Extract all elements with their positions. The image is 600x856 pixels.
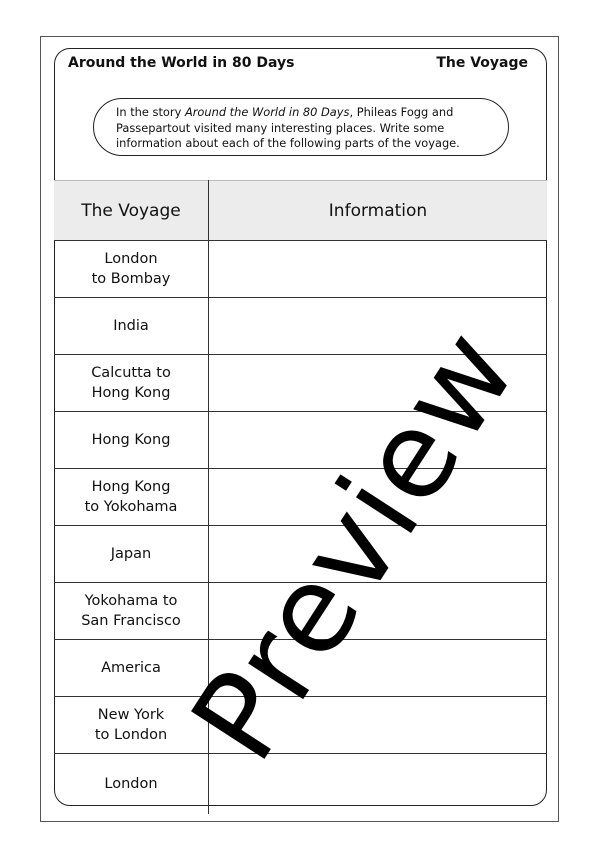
table-row [54, 298, 547, 355]
voyage-cell [54, 298, 209, 355]
table-row [54, 469, 547, 526]
table-row [54, 241, 547, 298]
voyage-label: New York to London [94, 707, 168, 743]
instructions-box [93, 98, 509, 156]
information-cell[interactable] [209, 526, 548, 583]
voyage-label: London [104, 776, 158, 792]
instructions-rest: , Phileas Fogg and Passepartout visited many interesting places. Write some information about each of the following parts of the voyage. [116, 105, 460, 150]
voyage-label: India [113, 318, 149, 334]
voyage-label: Hong Kong [91, 432, 171, 448]
information-cell[interactable] [209, 412, 548, 469]
voyage-label: Yokohama to San Francisco [81, 593, 181, 629]
voyage-table [54, 180, 547, 814]
voyage-cell [54, 697, 209, 754]
voyage-label: Hong Kong to Yokohama [84, 479, 178, 515]
section-title: The Voyage [436, 55, 528, 71]
table-header-row [54, 181, 547, 241]
information-cell[interactable] [209, 640, 548, 697]
worksheet-title: Around the World in 80 Days [68, 55, 295, 71]
information-cell[interactable] [209, 754, 548, 815]
instructions-lead: In the story [116, 105, 185, 119]
table-row [54, 754, 547, 815]
voyage-label: Calcutta to Hong Kong [91, 365, 171, 401]
voyage-cell [54, 241, 209, 298]
table-row [54, 526, 547, 583]
table-row [54, 355, 547, 412]
voyage-cell [54, 355, 209, 412]
voyage-label: Japan [110, 546, 152, 562]
information-cell[interactable] [209, 583, 548, 640]
voyage-cell [54, 526, 209, 583]
table-row [54, 583, 547, 640]
information-cell[interactable] [209, 355, 548, 412]
column-header-information: Information [209, 181, 548, 241]
table-row [54, 697, 547, 754]
voyage-label: London to Bombay [91, 251, 171, 287]
voyage-label: America [101, 660, 161, 676]
voyage-cell [54, 583, 209, 640]
preview-watermark: Preview [165, 305, 545, 785]
information-cell[interactable] [209, 298, 548, 355]
information-cell[interactable] [209, 469, 548, 526]
voyage-cell [54, 412, 209, 469]
voyage-cell [54, 754, 209, 815]
information-cell[interactable] [209, 241, 548, 298]
voyage-cell [54, 469, 209, 526]
table-row [54, 412, 547, 469]
column-header-voyage: The Voyage [54, 181, 209, 241]
voyage-cell [54, 640, 209, 697]
table-row [54, 640, 547, 697]
instructions-book-title: Around the World in 80 Days [184, 105, 350, 119]
information-cell[interactable] [209, 697, 548, 754]
